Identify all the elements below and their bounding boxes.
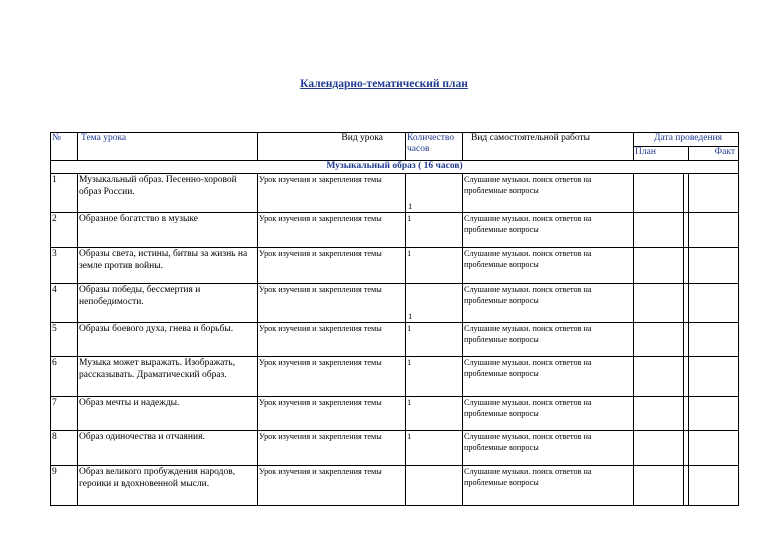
- row-plan: [634, 284, 684, 323]
- row-plan: [634, 213, 684, 248]
- row-type: Урок изучения и закрепления темы: [258, 174, 406, 213]
- row-plan: [634, 466, 684, 506]
- row-num: 6: [51, 357, 78, 397]
- row-topic: Образы победы, бессмертия и непобедимости.: [78, 284, 258, 323]
- row-fact: [689, 466, 739, 506]
- row-num: 1: [51, 174, 78, 213]
- row-work: Слушание музыки. поиск ответов на проблемные вопросы: [463, 397, 634, 431]
- row-plan: [634, 397, 684, 431]
- row-plan: [634, 323, 684, 357]
- row-topic: Образы света, истины, битвы за жизнь на земле против войны.: [78, 248, 258, 284]
- row-qty: 1: [406, 323, 463, 357]
- section-title: Музыкальный образ ( 16 часов): [51, 161, 739, 174]
- table-row: [51, 248, 739, 284]
- row-type: Урок изучения и закрепления темы: [258, 431, 406, 466]
- row-num: 8: [51, 431, 78, 466]
- row-work: Слушание музыки. поиск ответов на проблемные вопросы: [463, 174, 634, 213]
- row-work: Слушание музыки. поиск ответов на проблемные вопросы: [463, 323, 634, 357]
- table-row: [51, 174, 739, 213]
- row-topic: Музыкальный образ. Песенно-хоровой образ России.: [78, 174, 258, 213]
- row-fact: [689, 284, 739, 323]
- row-work: Слушание музыки. поиск ответов на проблемные вопросы: [463, 213, 634, 248]
- row-type: Урок изучения и закрепления темы: [258, 213, 406, 248]
- lesson-plan-table: [50, 132, 739, 506]
- table-row: [51, 466, 739, 506]
- table-row: [51, 431, 739, 466]
- row-num: 5: [51, 323, 78, 357]
- header-lesson-type: Вид урока: [258, 133, 406, 161]
- row-fact: [689, 323, 739, 357]
- row-work: Слушание музыки. поиск ответов на проблемные вопросы: [463, 284, 634, 323]
- table-row: [51, 397, 739, 431]
- header-plan: План: [634, 147, 689, 161]
- header-qty: Количество часов: [406, 133, 463, 161]
- row-qty: 1: [406, 213, 463, 248]
- row-plan: [634, 357, 684, 397]
- table-row: [51, 213, 739, 248]
- row-qty: 1: [406, 174, 463, 213]
- header-fact: Факт: [689, 147, 739, 161]
- row-num: 4: [51, 284, 78, 323]
- row-fact: [689, 174, 739, 213]
- row-fact: [689, 397, 739, 431]
- row-num: 9: [51, 466, 78, 506]
- row-num: 7: [51, 397, 78, 431]
- row-topic: Образ одиночества и отчаяния.: [78, 431, 258, 466]
- table-row: [51, 323, 739, 357]
- row-plan: [634, 431, 684, 466]
- header-topic: Тема урока: [78, 133, 258, 161]
- table-row: [51, 357, 739, 397]
- row-type: Урок изучения и закрепления темы: [258, 248, 406, 284]
- row-qty: 1: [406, 357, 463, 397]
- row-work: Слушание музыки. поиск ответов на проблемные вопросы: [463, 357, 634, 397]
- row-type: Урок изучения и закрепления темы: [258, 397, 406, 431]
- header-num: №: [51, 133, 78, 161]
- page-title: Календарно-тематический план: [300, 78, 468, 90]
- row-qty: 1: [406, 431, 463, 466]
- row-topic: Музыка может выражать. Изображать, рассказывать. Драматический образ.: [78, 357, 258, 397]
- row-topic: Образное богатство в музыке: [78, 213, 258, 248]
- row-qty: 1: [406, 284, 463, 323]
- row-type: Урок изучения и закрепления темы: [258, 323, 406, 357]
- row-type: Урок изучения и закрепления темы: [258, 284, 406, 323]
- row-qty: [406, 466, 463, 506]
- row-fact: [689, 213, 739, 248]
- row-plan: [634, 248, 684, 284]
- header-row: [51, 133, 739, 147]
- row-topic: Образы боевого духа, гнева и борьбы.: [78, 323, 258, 357]
- row-qty: 1: [406, 397, 463, 431]
- row-num: 2: [51, 213, 78, 248]
- row-work: Слушание музыки. поиск ответов на проблемные вопросы: [463, 431, 634, 466]
- section-row: [51, 161, 739, 174]
- row-fact: [689, 431, 739, 466]
- row-work: Слушание музыки. поиск ответов на проблемные вопросы: [463, 466, 634, 506]
- row-topic: Образ великого пробуждения народов, героики и вдохновенной мысли.: [78, 466, 258, 506]
- row-fact: [689, 357, 739, 397]
- header-date: Дата проведения: [634, 133, 739, 147]
- row-topic: Образ мечты и надежды.: [78, 397, 258, 431]
- row-qty: 1: [406, 248, 463, 284]
- row-work: Слушание музыки. поиск ответов на проблемные вопросы: [463, 248, 634, 284]
- table-row: [51, 284, 739, 323]
- header-work: Вид самостоятельной работы: [463, 133, 634, 161]
- row-num: 3: [51, 248, 78, 284]
- row-fact: [689, 248, 739, 284]
- row-plan: [634, 174, 684, 213]
- row-type: Урок изучения и закрепления темы: [258, 357, 406, 397]
- row-type: Урок изучения и закрепления темы: [258, 466, 406, 506]
